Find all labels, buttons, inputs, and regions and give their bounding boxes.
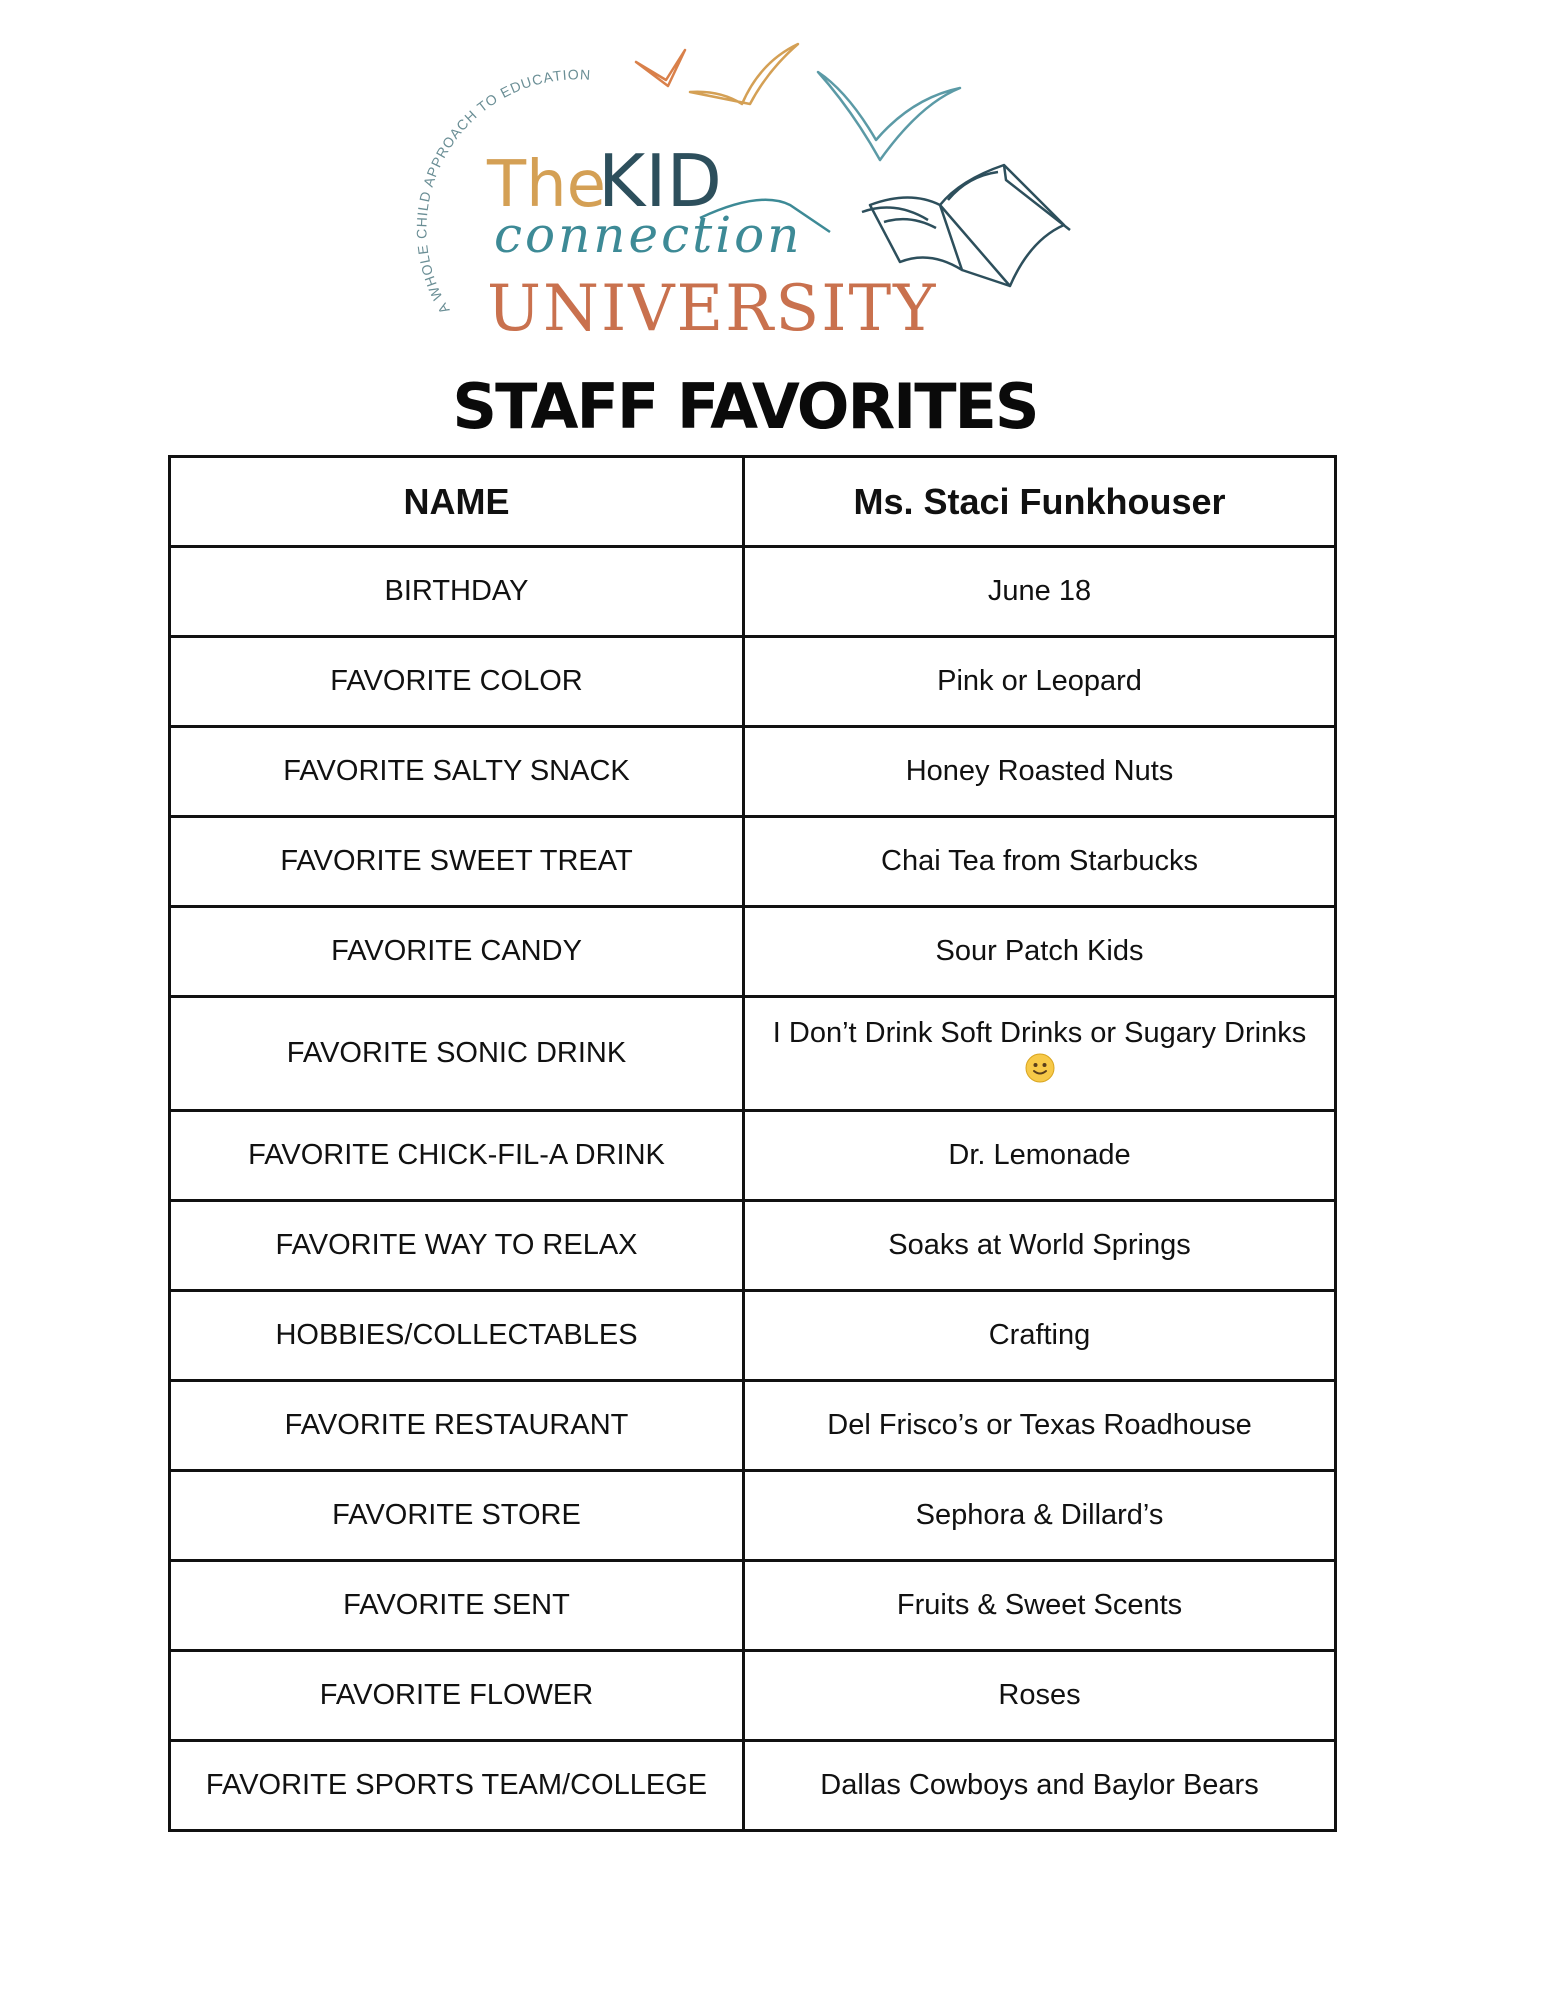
header-staff-name: Ms. Staci Funkhouser bbox=[744, 457, 1336, 547]
logo-kid-text: KID bbox=[598, 139, 722, 223]
kid-connection-logo bbox=[0, 0, 1545, 360]
table-row bbox=[170, 1651, 1336, 1741]
bird-icon-medium bbox=[690, 44, 798, 104]
table-row bbox=[170, 1381, 1336, 1471]
row-value: Sephora & Dillard’s bbox=[744, 1471, 1336, 1561]
row-value: Pink or Leopard bbox=[744, 637, 1336, 727]
table-row bbox=[170, 637, 1336, 727]
row-value: Fruits & Sweet Scents bbox=[744, 1561, 1336, 1651]
logo-connection-text: connection bbox=[494, 206, 803, 264]
header-name-label: NAME bbox=[170, 457, 744, 547]
row-value: Roses bbox=[744, 1651, 1336, 1741]
row-label: FAVORITE CHICK-FIL-A DRINK bbox=[170, 1111, 744, 1201]
bird-icon-small bbox=[636, 50, 685, 86]
row-label: BIRTHDAY bbox=[170, 547, 744, 637]
staff-favorites-table bbox=[168, 455, 1337, 1832]
row-value: Dallas Cowboys and Baylor Bears bbox=[744, 1741, 1336, 1831]
table-row bbox=[170, 1111, 1336, 1201]
table-row bbox=[170, 727, 1336, 817]
row-value: Crafting bbox=[744, 1291, 1336, 1381]
row-value: Honey Roasted Nuts bbox=[744, 727, 1336, 817]
row-value: Chai Tea from Starbucks bbox=[744, 817, 1336, 907]
page-title: STAFF FAVORITES bbox=[452, 370, 1038, 443]
table-row bbox=[170, 1741, 1336, 1831]
row-label: FAVORITE COLOR bbox=[170, 637, 744, 727]
row-value: I Don’t Drink Soft Drinks or Sugary Drinks bbox=[772, 1016, 1307, 1049]
row-value: Del Frisco’s or Texas Roadhouse bbox=[744, 1381, 1336, 1471]
table-row bbox=[170, 997, 1336, 1111]
row-value: Soaks at World Springs bbox=[744, 1201, 1336, 1291]
table-row bbox=[170, 1561, 1336, 1651]
table-row bbox=[170, 1201, 1336, 1291]
bird-icon-large bbox=[818, 72, 960, 160]
row-value: Dr. Lemonade bbox=[744, 1111, 1336, 1201]
row-value: Sour Patch Kids bbox=[744, 907, 1336, 997]
row-label: FAVORITE RESTAURANT bbox=[170, 1381, 744, 1471]
row-label: FAVORITE SWEET TREAT bbox=[170, 817, 744, 907]
table-row bbox=[170, 1291, 1336, 1381]
row-label: FAVORITE SONIC DRINK bbox=[170, 997, 744, 1111]
row-label: FAVORITE CANDY bbox=[170, 907, 744, 997]
logo-arc-tagline: A WHOLE CHILD APPROACH TO EDUCATION bbox=[413, 66, 592, 317]
row-label: FAVORITE STORE bbox=[170, 1471, 744, 1561]
table-header-row bbox=[170, 457, 1336, 547]
row-label: FAVORITE FLOWER bbox=[170, 1651, 744, 1741]
table-row bbox=[170, 907, 1336, 997]
row-label: HOBBIES/COLLECTABLES bbox=[170, 1291, 744, 1381]
table-row bbox=[170, 817, 1336, 907]
logo-university-text: UNIVERSITY bbox=[487, 272, 938, 346]
row-label: FAVORITE SPORTS TEAM/COLLEGE bbox=[170, 1741, 744, 1831]
smiley-face-icon bbox=[1025, 1053, 1055, 1094]
row-value: June 18 bbox=[744, 547, 1336, 637]
row-label: FAVORITE SALTY SNACK bbox=[170, 727, 744, 817]
table-row bbox=[170, 547, 1336, 637]
row-label: FAVORITE SENT bbox=[170, 1561, 744, 1651]
open-book-icon bbox=[862, 165, 1070, 286]
logo-the-text: The bbox=[487, 148, 607, 222]
table-row bbox=[170, 1471, 1336, 1561]
row-label: FAVORITE WAY TO RELAX bbox=[170, 1201, 744, 1291]
row-value-cell bbox=[744, 997, 1336, 1111]
